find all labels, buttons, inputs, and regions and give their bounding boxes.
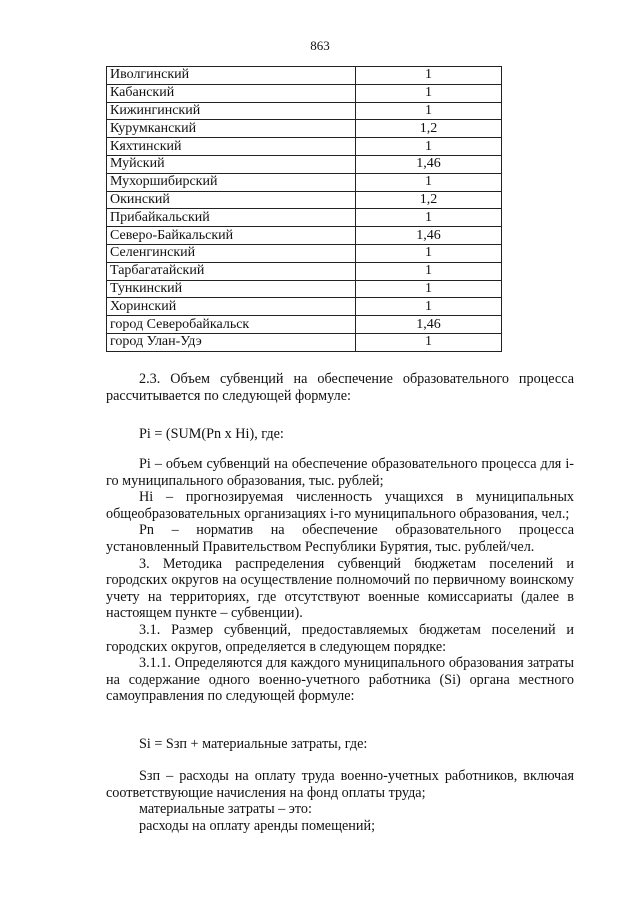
table-row xyxy=(107,209,502,227)
municipality-name: Кижингинский xyxy=(107,102,356,120)
paragraph-3: 3. Методика распределения субвенций бюджетам поселений и городских округов на осуществление полномочий по первичному воинскому учету на территориях, где отсутствуют военные комиссариаты (далее в настоящем пункте – субвенции). xyxy=(106,555,574,622)
coefficient-value: 1,2 xyxy=(356,191,502,209)
coefficient-value: 1,46 xyxy=(356,155,502,173)
table-row xyxy=(107,191,502,209)
table-row xyxy=(107,227,502,245)
definition-szp: Sзп – расходы на оплату труда военно-учетных работников, включая соответствующие начисления на фонд оплаты труда; xyxy=(106,768,574,801)
coefficient-table xyxy=(106,66,502,352)
formula-block-1 xyxy=(106,426,574,443)
section-2-3 xyxy=(106,371,574,404)
coefficient-value: 1,2 xyxy=(356,120,502,138)
table-row xyxy=(107,120,502,138)
paragraph-3-1: 3.1. Размер субвенций, предоставляемых бюджетам поселений и городских округов, определяется в следующем порядке: xyxy=(106,621,574,655)
coefficient-value: 1 xyxy=(356,84,502,102)
paragraph-2-3: 2.3. Объем субвенций на обеспечение образовательного процесса рассчитывается по следующей формуле: xyxy=(106,371,574,404)
coefficient-value: 1,46 xyxy=(356,227,502,245)
definition-pi: Pi – объем субвенций на обеспечение образовательного процесса для i-го муниципального образования, тыс. рублей; xyxy=(106,456,574,489)
coefficient-table-body xyxy=(107,67,502,352)
definitions-block-2 xyxy=(106,768,574,834)
paragraph-3-1-1: 3.1.1. Определяются для каждого муниципального образования затраты на содержание одного военно-учетного работника (Si) органа местного самоуправления по следующей формуле: xyxy=(106,655,574,705)
coefficient-value: 1 xyxy=(356,298,502,316)
table-row xyxy=(107,138,502,156)
table-row xyxy=(107,173,502,191)
municipality-name: Кабанский xyxy=(107,84,356,102)
table-row xyxy=(107,84,502,102)
table-row xyxy=(107,67,502,85)
coefficient-value: 1 xyxy=(356,102,502,120)
municipality-name: Прибайкальский xyxy=(107,209,356,227)
definition-pn: Pn – норматив на обеспечение образовательного процесса установленный Правительством Республики Бурятия, тыс. рублей/чел. xyxy=(106,522,574,555)
table-row xyxy=(107,316,502,334)
municipality-name: Муйский xyxy=(107,155,356,173)
municipality-name: Хоринский xyxy=(107,298,356,316)
table-row xyxy=(107,244,502,262)
coefficient-value: 1 xyxy=(356,138,502,156)
municipality-name: город Северобайкальск xyxy=(107,316,356,334)
table-row xyxy=(107,333,502,351)
coefficient-value: 1 xyxy=(356,244,502,262)
municipality-name: город Улан-Удэ xyxy=(107,333,356,351)
coefficient-value: 1 xyxy=(356,67,502,85)
municipality-name: Селенгинский xyxy=(107,244,356,262)
table-row xyxy=(107,280,502,298)
municipality-name: Тункинский xyxy=(107,280,356,298)
definitions-block-1 xyxy=(106,456,574,705)
table-row xyxy=(107,262,502,280)
municipality-name: Иволгинский xyxy=(107,67,356,85)
coefficient-value: 1,46 xyxy=(356,316,502,334)
coefficient-value: 1 xyxy=(356,173,502,191)
municipality-name: Курумканский xyxy=(107,120,356,138)
coefficient-value: 1 xyxy=(356,280,502,298)
formula-pi: Pi = (SUM(Pn x Hi), где: xyxy=(139,426,284,442)
formula-si: Si = Sзп + материальные затраты, где: xyxy=(139,736,368,752)
formula-block-2 xyxy=(106,736,574,753)
municipality-name: Северо-Байкальский xyxy=(107,227,356,245)
table-row xyxy=(107,102,502,120)
table-row xyxy=(107,298,502,316)
coefficient-value: 1 xyxy=(356,262,502,280)
coefficient-value: 1 xyxy=(356,333,502,351)
table-row xyxy=(107,155,502,173)
municipality-name: Мухоршибирский xyxy=(107,173,356,191)
coefficient-value: 1 xyxy=(356,209,502,227)
material-costs-label: материальные затраты – это: xyxy=(139,801,312,818)
rent-costs-item: расходы на оплату аренды помещений; xyxy=(139,817,376,834)
definition-hi: Hi – прогнозируемая численность учащихся в муниципальных общеобразовательных организациях i-го муниципального образования, чел.; xyxy=(106,489,574,522)
municipality-name: Окинский xyxy=(107,191,356,209)
municipality-name: Кяхтинский xyxy=(107,138,356,156)
municipality-name: Тарбагатайский xyxy=(107,262,356,280)
page-number: 863 xyxy=(310,38,330,53)
